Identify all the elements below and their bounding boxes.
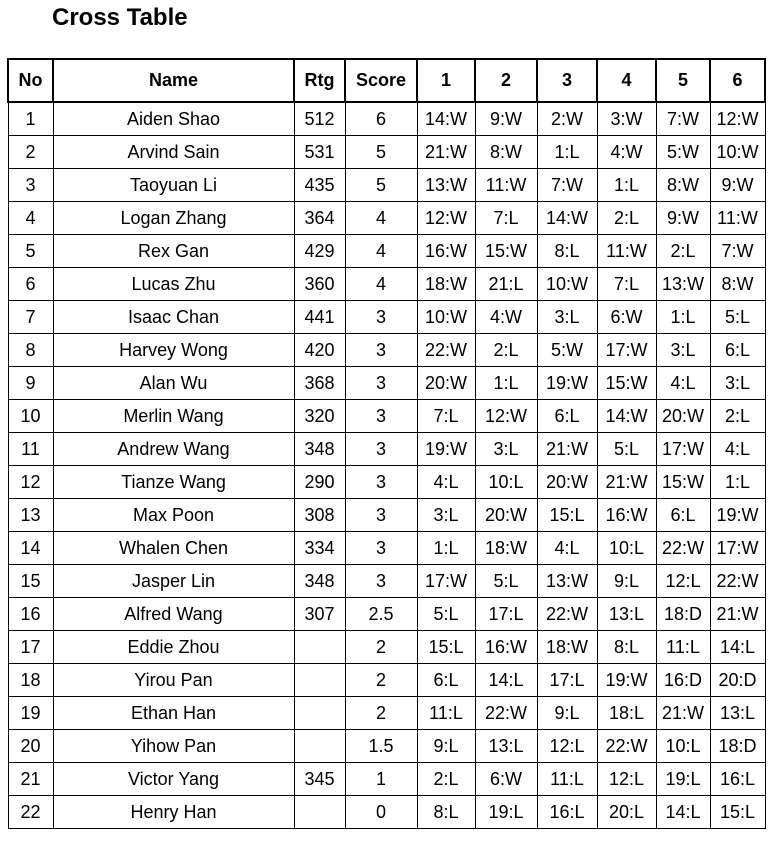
- cell-round-6: 16:L: [710, 763, 765, 796]
- cell-name: Whalen Chen: [53, 532, 294, 565]
- cell-round-2: 3:L: [475, 433, 537, 466]
- cell-no: 22: [8, 796, 53, 829]
- cell-round-4: 5:L: [597, 433, 656, 466]
- cell-no: 16: [8, 598, 53, 631]
- cell-rating: 334: [294, 532, 345, 565]
- col-round-5-header: 5: [656, 59, 710, 102]
- col-round-4-header: 4: [597, 59, 656, 102]
- table-row: [8, 466, 765, 499]
- cell-round-4: 15:W: [597, 367, 656, 400]
- cell-round-1: 11:L: [417, 697, 475, 730]
- cell-round-3: 14:W: [537, 202, 597, 235]
- cell-round-3: 21:W: [537, 433, 597, 466]
- cell-round-2: 8:W: [475, 136, 537, 169]
- cell-round-5: 5:W: [656, 136, 710, 169]
- table-row: [8, 664, 765, 697]
- cell-round-5: 22:W: [656, 532, 710, 565]
- cell-round-6: 13:L: [710, 697, 765, 730]
- cell-round-4: 21:W: [597, 466, 656, 499]
- cell-round-5: 16:D: [656, 664, 710, 697]
- cell-round-3: 8:L: [537, 235, 597, 268]
- cell-round-2: 2:L: [475, 334, 537, 367]
- cell-name: Max Poon: [53, 499, 294, 532]
- cell-score: 2: [345, 697, 417, 730]
- cell-round-2: 13:L: [475, 730, 537, 763]
- table-row: [8, 532, 765, 565]
- cell-round-5: 21:W: [656, 697, 710, 730]
- cell-round-1: 17:W: [417, 565, 475, 598]
- cell-rating: 345: [294, 763, 345, 796]
- cell-rating: [294, 796, 345, 829]
- cell-round-1: 22:W: [417, 334, 475, 367]
- cell-no: 5: [8, 235, 53, 268]
- cell-round-5: 20:W: [656, 400, 710, 433]
- cell-score: 3: [345, 466, 417, 499]
- cell-rating: 531: [294, 136, 345, 169]
- cell-round-2: 4:W: [475, 301, 537, 334]
- cell-score: 4: [345, 202, 417, 235]
- table-row: [8, 334, 765, 367]
- cell-name: Andrew Wang: [53, 433, 294, 466]
- cell-round-5: 3:L: [656, 334, 710, 367]
- cell-name: Harvey Wong: [53, 334, 294, 367]
- cell-round-4: 6:W: [597, 301, 656, 334]
- cell-round-6: 4:L: [710, 433, 765, 466]
- cell-round-1: 18:W: [417, 268, 475, 301]
- cell-round-1: 4:L: [417, 466, 475, 499]
- table-row: [8, 102, 765, 136]
- cell-rating: 441: [294, 301, 345, 334]
- table-row: [8, 763, 765, 796]
- table-row: [8, 268, 765, 301]
- cell-score: 3: [345, 367, 417, 400]
- cell-no: 1: [8, 102, 53, 136]
- cell-score: 1.5: [345, 730, 417, 763]
- cell-round-4: 4:W: [597, 136, 656, 169]
- cell-round-3: 18:W: [537, 631, 597, 664]
- cell-round-6: 10:W: [710, 136, 765, 169]
- cell-rating: 368: [294, 367, 345, 400]
- cell-rating: 512: [294, 102, 345, 136]
- cell-round-4: 16:W: [597, 499, 656, 532]
- cell-round-4: 18:L: [597, 697, 656, 730]
- cell-round-3: 9:L: [537, 697, 597, 730]
- col-round-3-header: 3: [537, 59, 597, 102]
- cell-round-5: 6:L: [656, 499, 710, 532]
- cell-round-6: 11:W: [710, 202, 765, 235]
- cell-round-3: 6:L: [537, 400, 597, 433]
- cell-round-3: 12:L: [537, 730, 597, 763]
- cell-round-6: 3:L: [710, 367, 765, 400]
- cell-no: 11: [8, 433, 53, 466]
- table-row: [8, 730, 765, 763]
- cell-round-2: 14:L: [475, 664, 537, 697]
- cell-round-5: 4:L: [656, 367, 710, 400]
- table-row: [8, 697, 765, 730]
- cell-round-3: 10:W: [537, 268, 597, 301]
- cell-round-2: 12:W: [475, 400, 537, 433]
- cell-round-5: 15:W: [656, 466, 710, 499]
- cell-round-1: 3:L: [417, 499, 475, 532]
- cell-round-2: 10:L: [475, 466, 537, 499]
- cell-score: 3: [345, 532, 417, 565]
- cell-no: 6: [8, 268, 53, 301]
- cell-round-6: 5:L: [710, 301, 765, 334]
- cell-no: 14: [8, 532, 53, 565]
- cell-name: Alfred Wang: [53, 598, 294, 631]
- cell-round-2: 5:L: [475, 565, 537, 598]
- cell-round-4: 1:L: [597, 169, 656, 202]
- table-row: [8, 400, 765, 433]
- cell-name: Taoyuan Li: [53, 169, 294, 202]
- table-row: [8, 433, 765, 466]
- cell-round-6: 12:W: [710, 102, 765, 136]
- cell-score: 4: [345, 268, 417, 301]
- cell-round-2: 7:L: [475, 202, 537, 235]
- cell-round-4: 17:W: [597, 334, 656, 367]
- cell-no: 19: [8, 697, 53, 730]
- cell-rating: 307: [294, 598, 345, 631]
- cell-no: 7: [8, 301, 53, 334]
- cell-rating: 290: [294, 466, 345, 499]
- cell-round-1: 9:L: [417, 730, 475, 763]
- cell-no: 9: [8, 367, 53, 400]
- cell-rating: 320: [294, 400, 345, 433]
- cell-rating: 360: [294, 268, 345, 301]
- cell-no: 13: [8, 499, 53, 532]
- cell-rating: 429: [294, 235, 345, 268]
- cell-round-4: 12:L: [597, 763, 656, 796]
- col-round-2-header: 2: [475, 59, 537, 102]
- cell-rating: [294, 664, 345, 697]
- cell-round-3: 4:L: [537, 532, 597, 565]
- cell-name: Eddie Zhou: [53, 631, 294, 664]
- cell-round-5: 19:L: [656, 763, 710, 796]
- table-row: [8, 169, 765, 202]
- table-body: [8, 102, 765, 829]
- cell-round-1: 10:W: [417, 301, 475, 334]
- col-round-6-header: 6: [710, 59, 765, 102]
- table-row: [8, 301, 765, 334]
- cell-round-5: 12:L: [656, 565, 710, 598]
- cell-score: 6: [345, 102, 417, 136]
- table-row: [8, 598, 765, 631]
- cell-round-3: 1:L: [537, 136, 597, 169]
- cell-round-3: 19:W: [537, 367, 597, 400]
- cell-round-5: 13:W: [656, 268, 710, 301]
- cell-round-4: 19:W: [597, 664, 656, 697]
- cell-round-5: 18:D: [656, 598, 710, 631]
- cell-score: 5: [345, 169, 417, 202]
- cell-round-1: 20:W: [417, 367, 475, 400]
- cell-round-6: 9:W: [710, 169, 765, 202]
- cell-round-4: 7:L: [597, 268, 656, 301]
- cell-name: Henry Han: [53, 796, 294, 829]
- cell-round-3: 7:W: [537, 169, 597, 202]
- cell-round-6: 7:W: [710, 235, 765, 268]
- cell-score: 2: [345, 631, 417, 664]
- col-no-header: No: [8, 59, 53, 102]
- cell-round-1: 5:L: [417, 598, 475, 631]
- cell-round-5: 17:W: [656, 433, 710, 466]
- cell-round-5: 11:L: [656, 631, 710, 664]
- cell-name: Arvind Sain: [53, 136, 294, 169]
- cell-round-5: 14:L: [656, 796, 710, 829]
- cell-round-3: 5:W: [537, 334, 597, 367]
- cell-rating: [294, 730, 345, 763]
- cell-round-6: 17:W: [710, 532, 765, 565]
- cell-round-3: 15:L: [537, 499, 597, 532]
- cell-round-4: 13:L: [597, 598, 656, 631]
- cell-round-1: 14:W: [417, 102, 475, 136]
- cell-rating: 308: [294, 499, 345, 532]
- cell-round-2: 1:L: [475, 367, 537, 400]
- cell-no: 15: [8, 565, 53, 598]
- cell-round-4: 2:L: [597, 202, 656, 235]
- table-row: [8, 202, 765, 235]
- table-row: [8, 565, 765, 598]
- table-row: [8, 631, 765, 664]
- cell-name: Logan Zhang: [53, 202, 294, 235]
- table-row: [8, 367, 765, 400]
- table-row: [8, 499, 765, 532]
- cell-round-3: 22:W: [537, 598, 597, 631]
- cell-round-1: 7:L: [417, 400, 475, 433]
- cell-score: 3: [345, 565, 417, 598]
- cell-name: Rex Gan: [53, 235, 294, 268]
- cell-no: 2: [8, 136, 53, 169]
- cell-round-4: 3:W: [597, 102, 656, 136]
- cell-round-2: 21:L: [475, 268, 537, 301]
- cell-round-2: 22:W: [475, 697, 537, 730]
- cell-round-6: 8:W: [710, 268, 765, 301]
- cell-name: Alan Wu: [53, 367, 294, 400]
- cell-rating: 364: [294, 202, 345, 235]
- col-round-1-header: 1: [417, 59, 475, 102]
- cell-score: 0: [345, 796, 417, 829]
- cell-score: 5: [345, 136, 417, 169]
- cell-round-1: 8:L: [417, 796, 475, 829]
- cell-no: 18: [8, 664, 53, 697]
- cell-round-1: 15:L: [417, 631, 475, 664]
- table-row: [8, 136, 765, 169]
- table-row: [8, 796, 765, 829]
- page-title: Cross Table: [52, 4, 188, 31]
- cell-round-6: 20:D: [710, 664, 765, 697]
- cell-round-3: 16:L: [537, 796, 597, 829]
- cell-round-6: 19:W: [710, 499, 765, 532]
- cell-round-1: 21:W: [417, 136, 475, 169]
- cell-no: 21: [8, 763, 53, 796]
- cell-no: 10: [8, 400, 53, 433]
- cell-round-2: 16:W: [475, 631, 537, 664]
- cell-score: 2: [345, 664, 417, 697]
- cell-round-4: 20:L: [597, 796, 656, 829]
- cell-round-6: 1:L: [710, 466, 765, 499]
- cell-round-5: 7:W: [656, 102, 710, 136]
- cell-round-3: 17:L: [537, 664, 597, 697]
- cell-round-1: 19:W: [417, 433, 475, 466]
- cell-round-2: 17:L: [475, 598, 537, 631]
- cell-name: Yirou Pan: [53, 664, 294, 697]
- cell-score: 1: [345, 763, 417, 796]
- cell-no: 8: [8, 334, 53, 367]
- cell-round-2: 15:W: [475, 235, 537, 268]
- cell-name: Isaac Chan: [53, 301, 294, 334]
- cell-round-5: 9:W: [656, 202, 710, 235]
- cell-round-1: 13:W: [417, 169, 475, 202]
- cell-score: 4: [345, 235, 417, 268]
- col-score-header: Score: [345, 59, 417, 102]
- cell-score: 3: [345, 334, 417, 367]
- cell-name: Victor Yang: [53, 763, 294, 796]
- cell-no: 17: [8, 631, 53, 664]
- cell-name: Jasper Lin: [53, 565, 294, 598]
- cell-name: Yihow Pan: [53, 730, 294, 763]
- cell-no: 20: [8, 730, 53, 763]
- cell-round-2: 18:W: [475, 532, 537, 565]
- cell-round-1: 12:W: [417, 202, 475, 235]
- col-name-header: Name: [53, 59, 294, 102]
- cross-table: [7, 58, 766, 829]
- cell-round-4: 22:W: [597, 730, 656, 763]
- table-header-row: [8, 59, 765, 102]
- cell-name: Tianze Wang: [53, 466, 294, 499]
- cell-score: 3: [345, 301, 417, 334]
- cell-round-3: 3:L: [537, 301, 597, 334]
- cell-round-5: 1:L: [656, 301, 710, 334]
- cell-rating: [294, 631, 345, 664]
- cell-round-5: 8:W: [656, 169, 710, 202]
- cell-round-3: 20:W: [537, 466, 597, 499]
- cell-round-4: 8:L: [597, 631, 656, 664]
- cell-round-2: 6:W: [475, 763, 537, 796]
- cell-round-2: 19:L: [475, 796, 537, 829]
- cell-score: 3: [345, 499, 417, 532]
- cell-score: 3: [345, 400, 417, 433]
- cell-round-2: 9:W: [475, 102, 537, 136]
- cell-round-6: 6:L: [710, 334, 765, 367]
- cell-round-6: 22:W: [710, 565, 765, 598]
- cell-rating: 348: [294, 433, 345, 466]
- cell-name: Lucas Zhu: [53, 268, 294, 301]
- cell-name: Aiden Shao: [53, 102, 294, 136]
- cell-score: 2.5: [345, 598, 417, 631]
- cell-round-4: 9:L: [597, 565, 656, 598]
- cell-round-3: 13:W: [537, 565, 597, 598]
- cell-rating: 348: [294, 565, 345, 598]
- cell-rating: 435: [294, 169, 345, 202]
- cell-round-6: 15:L: [710, 796, 765, 829]
- cell-round-4: 14:W: [597, 400, 656, 433]
- cell-round-6: 14:L: [710, 631, 765, 664]
- cell-no: 4: [8, 202, 53, 235]
- table-row: [8, 235, 765, 268]
- cell-round-2: 20:W: [475, 499, 537, 532]
- cell-name: Ethan Han: [53, 697, 294, 730]
- cell-round-4: 11:W: [597, 235, 656, 268]
- cell-score: 3: [345, 433, 417, 466]
- cell-name: Merlin Wang: [53, 400, 294, 433]
- cell-no: 3: [8, 169, 53, 202]
- cell-round-6: 21:W: [710, 598, 765, 631]
- cell-rating: 420: [294, 334, 345, 367]
- cell-round-5: 2:L: [656, 235, 710, 268]
- cell-rating: [294, 697, 345, 730]
- cell-round-3: 2:W: [537, 102, 597, 136]
- col-rating-header: Rtg: [294, 59, 345, 102]
- cell-round-1: 1:L: [417, 532, 475, 565]
- cell-no: 12: [8, 466, 53, 499]
- cell-round-1: 16:W: [417, 235, 475, 268]
- cell-round-3: 11:L: [537, 763, 597, 796]
- cell-round-6: 18:D: [710, 730, 765, 763]
- cell-round-5: 10:L: [656, 730, 710, 763]
- cell-round-4: 10:L: [597, 532, 656, 565]
- cell-round-1: 2:L: [417, 763, 475, 796]
- cell-round-2: 11:W: [475, 169, 537, 202]
- cell-round-6: 2:L: [710, 400, 765, 433]
- cell-round-1: 6:L: [417, 664, 475, 697]
